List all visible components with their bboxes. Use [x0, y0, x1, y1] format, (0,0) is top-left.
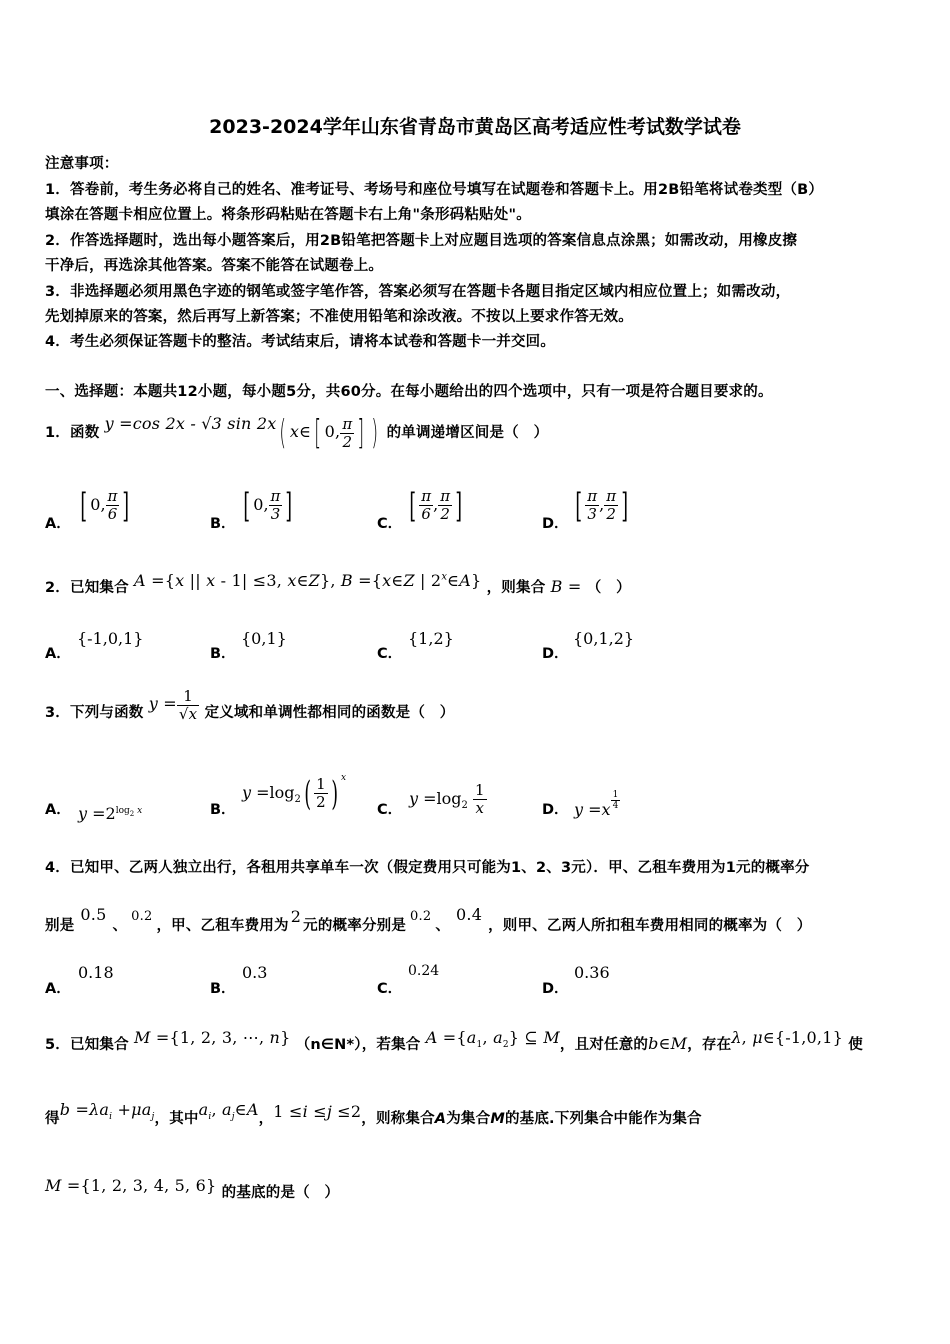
q4-label-b: B．	[210, 981, 236, 997]
q5-l2d: ，则称集合	[361, 1111, 435, 1127]
q5-a-var: A	[434, 1111, 447, 1127]
q3-option-c[interactable]: $y =\log_2$ $\frac{1}{x}$	[409, 781, 485, 817]
q4-sep-2: 、	[435, 918, 451, 934]
q5-c4: 使	[848, 1037, 863, 1053]
q3-option-a[interactable]: $y =2^{log_2 x}$	[78, 804, 143, 823]
q1-domain: x∈	[289, 422, 312, 441]
q5-l2a: 得	[45, 1111, 60, 1127]
q5-l2b: ，其中	[154, 1111, 199, 1127]
q2-label-d: D．	[542, 646, 569, 662]
q1-paren-left: (	[279, 413, 287, 453]
q1-option-a[interactable]: [ 0, $\frac{\pi}{6}$ ]	[80, 485, 130, 526]
q5-m-set: M ={1, 2, 3, 4, 5, 6}	[45, 1176, 217, 1195]
q4-option-d[interactable]: 0.36	[574, 963, 610, 982]
q5-b-formula: $b =\lambda a_i +\mu a_j$	[59, 1100, 155, 1123]
q4-label-c: C．	[377, 981, 403, 997]
q1-label-b: B．	[210, 516, 236, 532]
notice-line-3: 2．作答选择题时，选出每小题答案后，用2B铅笔把答题卡上对应题目选项的答案信息点涂黑；如需改动，用橡皮擦	[45, 233, 798, 249]
q5-b-in-m: b∈M	[648, 1034, 688, 1053]
q5-c2: ，且对任意的	[559, 1037, 649, 1053]
q4-sep-1: 、	[112, 918, 128, 934]
q4-v1: 0.5	[80, 905, 107, 924]
q4-v4: 0.2	[410, 909, 432, 924]
q2-tail: （ ）	[586, 580, 631, 596]
q1-suffix: 的单调递增区间是（ ）	[386, 425, 549, 441]
q1-pi-half: $\frac{\pi}{2}$	[342, 414, 353, 451]
q2-set-a: A ={x || x - 1| ≤3, x∈Z}, B =	[134, 571, 372, 590]
q5-lambda-mu: λ, μ∈{-1,0,1}	[731, 1028, 843, 1047]
question-3	[45, 686, 455, 734]
q3-label-b: B．	[210, 802, 236, 818]
q1-option-b[interactable]: [ 0, $\frac{\pi}{3}$ ]	[243, 485, 293, 526]
q4-option-b[interactable]: 0.3	[242, 963, 268, 982]
notice-line-2: 填涂在答题卡相应位置上。将条形码粘贴在答题卡右上角"条形码粘贴处"。	[45, 207, 531, 223]
notice-line-7: 4．考生必须保证答题卡的整洁。考试结束后，请将本试卷和答题卡一并交回。	[45, 334, 556, 350]
q4-v3: 2	[290, 907, 302, 926]
q1-label-d: D．	[542, 516, 569, 532]
notice-line-4: 干净后，再选涂其他答案。答案不能答在试题卷上。	[45, 258, 384, 274]
q1-formula: y =cos 2x - √3 sin 2x	[104, 414, 277, 433]
notice-heading: 注意事项：	[45, 156, 119, 172]
q5-l3: 的基底的是（ ）	[221, 1185, 340, 1201]
q1-zero: 0,	[324, 422, 341, 441]
q5-cond: （n∈N*），若集合	[295, 1037, 421, 1053]
q1-option-c[interactable]: [ $\frac{\pi}{6}$ , $\frac{\pi}{2}$ ]	[409, 485, 463, 526]
question-5-line-1	[45, 1024, 863, 1064]
q4-option-c[interactable]: 0.24	[408, 963, 440, 979]
question-5-line-3	[45, 1172, 339, 1212]
question-4-line-2	[45, 905, 811, 945]
q2-label-a: A．	[45, 646, 71, 662]
q2-option-d[interactable]: {0,1,2}	[573, 629, 635, 648]
notice-line-6: 先划掉原来的答案，然后再写上新答案；不准使用铅笔和涂改液。不按以上要求作答无效。	[45, 309, 633, 325]
q1-label-a: A．	[45, 516, 71, 532]
q4-label-d: D．	[542, 981, 569, 997]
q4-p4: ，则甲、乙两人所扣租车费用相同的概率为（ ）	[488, 918, 812, 934]
q5-l2c: ，	[258, 1111, 274, 1127]
q2-b: B =	[550, 577, 582, 596]
q2-label-c: C．	[377, 646, 403, 662]
q4-option-a[interactable]: 0.18	[78, 963, 114, 982]
q4-v2: 0.2	[131, 909, 153, 924]
q5-set-a: $A =\{a_1$, $a_2$} ⊆ M	[425, 1028, 560, 1051]
section-heading: 一、选择题：本题共12小题，每小题5分，共60分。在每小题给出的四个选项中，只有一项是符合题目要求的。	[45, 384, 773, 400]
q3-label-c: C．	[377, 802, 403, 818]
q2-set-b: {x∈Z | 2$^x$∈A}	[371, 571, 482, 590]
q3-label-a: A．	[45, 802, 71, 818]
q4-p3: 元的概率分别是	[303, 918, 407, 934]
q1-bracket-right: ]	[357, 413, 365, 453]
q1-bracket-left: [	[314, 413, 322, 453]
q2-option-b[interactable]: {0,1}	[241, 629, 287, 648]
q2-option-c[interactable]: {1,2}	[408, 629, 454, 648]
q5-prefix: 5．已知集合	[45, 1037, 129, 1053]
question-4-line-1: 4．已知甲、乙两人独立出行，各租用共享单车一次（假定费用只可能为1、2、3元）．甲、乙租车费用为1元的概率分	[45, 860, 810, 876]
q2-option-a[interactable]: {-1,0,1}	[77, 629, 144, 648]
q3-suffix: 定义域和单调性都相同的函数是（ ）	[204, 705, 455, 721]
question-2	[45, 571, 631, 597]
q4-label-a: A．	[45, 981, 71, 997]
q5-ij-range: 1 ≤i ≤j ≤2	[273, 1102, 362, 1121]
q4-v5: 0.4	[456, 905, 483, 924]
q5-m-var: M	[490, 1111, 505, 1127]
q1-prefix: 1．函数	[45, 425, 100, 441]
q5-set-m: M ={1, 2, 3, ⋯, n}	[134, 1028, 291, 1047]
q3-option-d[interactable]: y =x $\frac{1}{4}$	[574, 790, 619, 819]
q5-l2e: 为集合	[446, 1111, 491, 1127]
q3-option-b[interactable]: $y =\log_2$( $\frac{1}{2}$ ) $^x$	[242, 772, 347, 814]
q2-suffix: ，则集合	[486, 580, 546, 596]
q3-prefix: 3．下列与函数	[45, 705, 144, 721]
q4-p2: ，甲、乙租车费用为	[156, 918, 289, 934]
q1-option-d[interactable]: [ $\frac{\pi}{3}$ , $\frac{\pi}{2}$ ]	[575, 485, 629, 526]
q1-label-c: C．	[377, 516, 403, 532]
q2-prefix: 2．已知集合	[45, 580, 129, 596]
q3-label-d: D．	[542, 802, 569, 818]
q5-ai-aj: $a_i$, $a_j\in A$	[198, 1100, 259, 1123]
question-1	[45, 412, 548, 452]
q2-label-b: B．	[210, 646, 236, 662]
q3-formula: y =	[148, 694, 177, 713]
notice-line-5: 3．非选择题必须用黑色字迹的钢笔或签字笔作答，答案必须写在答题卡各题目指定区域内相应位置上；如需改动，	[45, 284, 791, 300]
question-5-line-2	[45, 1098, 702, 1138]
notice-line-1: 1．答卷前，考生务必将自己的姓名、准考证号、考场号和座位号填写在试题卷和答题卡上。用2B铅笔将试卷类型（B）	[45, 182, 824, 198]
exam-title: 2023-2024学年山东省青岛市黄岛区高考适应性考试数学试卷	[209, 116, 741, 138]
q3-frac: $\frac{1}{√x}$	[178, 686, 198, 723]
q4-p1: 别是	[45, 918, 75, 934]
q1-paren-right: )	[371, 413, 378, 453]
q5-c3: ，存在	[687, 1037, 732, 1053]
q5-l2f: 的基底.下列集合中能作为集合	[504, 1111, 702, 1127]
